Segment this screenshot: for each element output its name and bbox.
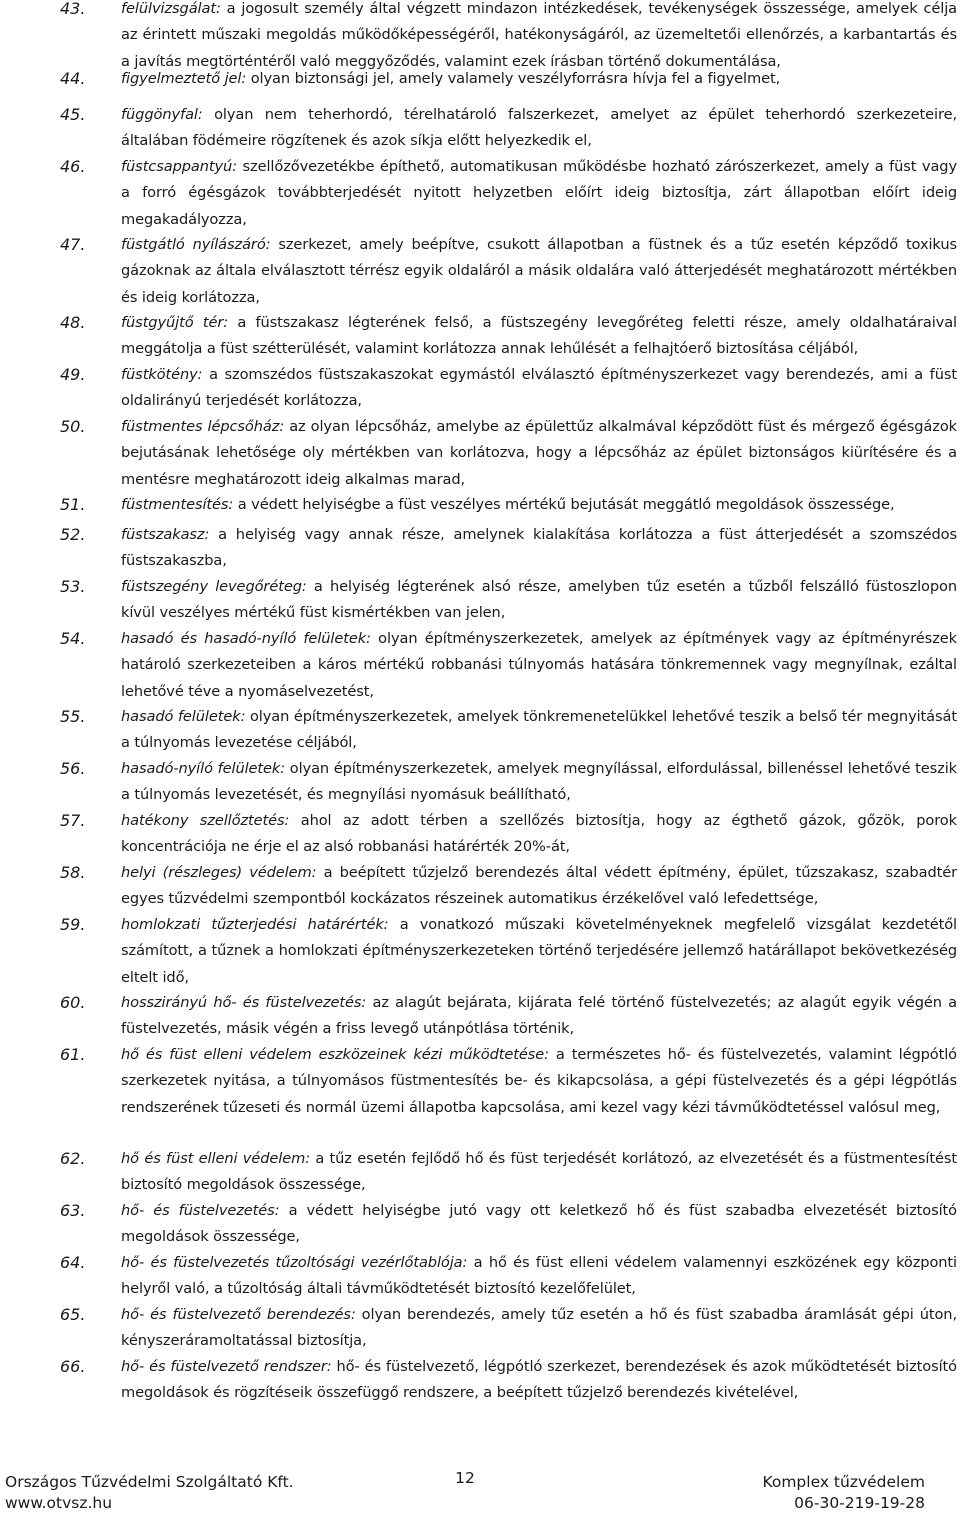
definition-body: a helyiség vagy annak része, amelynek kialakítása korlátozza a füst átterjedését a szomszédos füstszakaszba,	[121, 526, 957, 570]
definition-body: az olyan lépcsőház, amelybe az épülettűz alkalmával képződött füst és mérgező égésgázok bejutásának lehetősége oly mértékben van korlátozva, hogy a lépcsőház az épület biztonságos kiürítésére és a mentésre meghatározott ideig alkalmas marad,	[121, 418, 957, 488]
item-text	[121, 522, 957, 575]
defined-term: hő- és füstelvezetés:	[121, 1202, 280, 1219]
definition-body: szerkezet, amely beépítve, csukott állapotban a füstnek és a tűz esetén képződő toxikus gázoknak az általa elválasztott térrész egyik oldaláról a másik oldalára való átterjedését meghatározott mértékben és ideig korlátozza,	[121, 236, 957, 306]
defined-term: felülvizsgálat:	[121, 0, 221, 17]
item-number: 57.	[60, 811, 86, 830]
defined-term: füstszegény levegőréteg:	[121, 578, 307, 595]
item-number: 55.	[60, 707, 86, 726]
defined-term: hő és füst elleni védelem eszközeinek kézi működtetése:	[121, 1046, 549, 1063]
item-text	[121, 102, 957, 155]
item-text	[121, 414, 957, 493]
defined-term: hatékony szellőztetés:	[121, 812, 290, 829]
item-number: 61.	[60, 1045, 86, 1064]
item-number: 60.	[60, 993, 86, 1012]
item-text	[121, 66, 957, 92]
definition-body: olyan biztonsági jel, amely valamely veszélyforrásra hívja fel a figyelmet,	[246, 70, 781, 87]
defined-term: hő és füst elleni védelem:	[121, 1150, 311, 1167]
footer-phone: 06-30-219-19-28	[794, 1494, 925, 1512]
footer-organization	[5, 1472, 294, 1514]
item-number: 50.	[60, 417, 86, 436]
item-text	[121, 0, 957, 75]
item-text	[121, 1146, 957, 1199]
defined-term: hő- és füstelvezetés tűzoltósági vezérlőtablója:	[121, 1254, 468, 1271]
item-text	[121, 574, 957, 627]
defined-term: füstgyűjtő tér:	[121, 314, 229, 331]
item-number: 51.	[60, 495, 86, 514]
defined-term: hasadó-nyíló felületek:	[121, 760, 286, 777]
item-number: 43.	[60, 0, 86, 18]
item-text	[121, 808, 957, 861]
definition-body: az alagút bejárata, kijárata felé történő füstelvezetés; az alagút egyik végén a füstelvezetés, másik végén a friss levegő utánpótlása történik,	[121, 994, 958, 1038]
defined-term: helyi (részleges) védelem:	[121, 864, 317, 881]
footer-website: www.otvsz.hu	[5, 1494, 113, 1512]
item-text	[121, 1198, 957, 1251]
item-text	[121, 1302, 957, 1355]
definition-body: a beépített tűzjelző berendezés által védett építmény, épület, tűzszakasz, szabadtér egyes tűzvédelmi szempontból kockázatos részeinek automatikus érzékelővel való lefedettsége,	[121, 864, 958, 908]
defined-term: füstgátló nyílászáró:	[121, 236, 271, 253]
item-number: 56.	[60, 759, 86, 778]
defined-term: füstszakasz:	[121, 526, 210, 543]
item-text	[121, 990, 957, 1043]
definition-body: a védett helyiségbe jutó vagy ott keletkező hő és füst szabadba elvezetését biztosító megoldások összessége,	[121, 1202, 957, 1246]
definition-body: olyan nem teherhordó, térelhatároló falszerkezet, amelyet az épület teherhordó szerkezeteire, általában födémeire rögzítenek és azok síkja előtt helyezkedik el,	[121, 106, 957, 150]
definition-body: a szomszédos füstszakaszokat egymástól elválasztó építményszerkezet vagy berendezés, ami a füst oldalirányú terjedését korlátozza,	[121, 366, 957, 410]
definition-body: olyan építményszerkezetek, amelyek megnyílással, elfordulással, billenéssel lehetővé teszik a túlnyomás levezetését, és megnyílási nyomásuk beállítható,	[121, 760, 957, 804]
definition-body: a helyiség légterének alsó része, amelyben tűz esetén a tűzből felszálló füstoszlopon kívül veszélyes mértékű füst kismértékben van jelen,	[121, 578, 957, 622]
item-text	[121, 626, 957, 705]
defined-term: hosszirányú hő- és füstelvezetés:	[121, 994, 367, 1011]
item-text	[121, 860, 957, 913]
footer-org-name: Országos Tűzvédelmi Szolgáltató Kft.	[5, 1473, 294, 1491]
definition-body: a füstszakasz légterének felső, a füstszegény levegőréteg feletti része, amely oldalhatáraival meggátolja a füst szétterülését, valamint korlátozza annak lehűlését a felhajtóerő biztosítása céljából,	[121, 314, 957, 358]
definition-body: a védett helyiségbe a füst veszélyes mértékű bejutását meggátló megoldások összessége,	[233, 496, 895, 513]
item-number: 46.	[60, 157, 86, 176]
item-number: 49.	[60, 365, 86, 384]
item-text	[121, 1042, 957, 1121]
definition-body: olyan építményszerkezetek, amelyek tönkremenetelükkel lehetővé teszik a belső tér megnyitását a túlnyomás levezetése céljából,	[121, 708, 957, 752]
defined-term: figyelmeztető jel:	[121, 70, 247, 87]
item-text	[121, 1354, 957, 1407]
item-number: 64.	[60, 1253, 86, 1272]
item-number: 44.	[60, 69, 86, 88]
defined-term: hő- és füstelvezető rendszer:	[121, 1358, 332, 1375]
item-number: 47.	[60, 235, 86, 254]
definition-body: a jogosult személy által végzett mindazon intézkedések, tevékenységek összessége, amelyek célja az érintett műszaki megoldás működőképességéről, hatékonyságáról, az üzemeltetői ellenőrzés, a karbantartás és a javítás megtörténtéről való meggyőződés, valamint ezek írásban történő dokumentálása,	[121, 0, 957, 70]
item-number: 63.	[60, 1201, 86, 1220]
defined-term: homlokzati tűzterjedési határérték:	[121, 916, 389, 933]
item-number: 45.	[60, 105, 86, 124]
item-number: 66.	[60, 1357, 86, 1376]
item-number: 48.	[60, 313, 86, 332]
definition-body: szellőzővezetékbe építhető, automatikusan működésbe hozható zárószerkezet, amely a füst vagy a forró égésgázok továbbterjedését nyitott helyzetben előírt ideig biztosítja, zárt állapotban előírt ideig megakadályozza,	[121, 158, 957, 228]
definition-body: a hő és füst elleni védelem valamennyi eszközének egy központi helyről való, a tűzoltóság általi távműködtetését biztosító kezelőfelület,	[121, 1254, 958, 1298]
item-text	[121, 310, 957, 363]
item-number: 59.	[60, 915, 86, 934]
defined-term: füstmentesítés:	[121, 496, 234, 513]
item-text	[121, 704, 957, 757]
item-number: 58.	[60, 863, 86, 882]
defined-term: füstcsappantyú:	[121, 158, 238, 175]
defined-term: hasadó és hasadó-nyíló felületek:	[121, 630, 371, 647]
item-number: 54.	[60, 629, 86, 648]
item-number: 52.	[60, 525, 86, 544]
defined-term: függönyfal:	[121, 106, 203, 123]
item-text	[121, 232, 957, 311]
defined-term: hő- és füstelvezető berendezés:	[121, 1306, 356, 1323]
definition-body: a tűz esetén fejlődő hő és füst terjedését korlátozó, az elvezetését és a füstmentesítést biztosító megoldások összessége,	[121, 1150, 957, 1194]
footer-topic: Komplex tűzvédelem	[762, 1473, 925, 1491]
footer-contact	[762, 1472, 925, 1514]
item-text	[121, 912, 957, 991]
defined-term: füstkötény:	[121, 366, 203, 383]
page-footer	[0, 1468, 960, 1512]
item-number: 53.	[60, 577, 86, 596]
item-text	[121, 1250, 957, 1303]
item-text	[121, 756, 957, 809]
definition-body: hő- és füstelvezető, légpótló szerkezet, berendezések és azok működtetését biztosító megoldások és rögzítéseik összefüggő rendszere, a beépített tűzjelző berendezés kivételével,	[121, 1358, 957, 1402]
defined-term: hasadó felületek:	[121, 708, 246, 725]
page-number: 12	[455, 1469, 475, 1487]
definition-body: olyan berendezés, amely tűz esetén a hő és füst szabadba áramlását gépi úton, kényszeráramoltatással biztosítja,	[121, 1306, 957, 1350]
item-text	[121, 492, 957, 518]
item-text	[121, 154, 957, 233]
definition-body: olyan építményszerkezetek, amelyek az építmények vagy az építményrészek határoló szerkezeteiben a káros mértékű robbanási túlnyomás hatására tönkremennek vagy megnyílnak, ezáltal lehetővé téve a nyomáselvezetést,	[121, 630, 957, 700]
definition-body: a természetes hő- és füstelvezetés, valamint légpótló szerkezetek nyitása, a túlnyomásos füstmentesítés be- és kikapcsolása, a gépi füstelvezetés és a gépi légpótlás rendszerének tűzeseti és normál üzemi állapotba kapcsolása, ami kezel vagy kézi távműködtetéssel valósul meg,	[121, 1046, 958, 1116]
definition-body: a vonatkozó műszaki követelményeknek megfelelő vizsgálat kezdetétől számított, a tűznek a homlokzati építményszerkezeteken történő terjedésére jellemző határállapot bekövetkezéség eltelt idő,	[121, 916, 957, 986]
item-number: 62.	[60, 1149, 86, 1168]
definition-body: ahol az adott térben a szellőzés biztosítja, hogy az égthető gázok, gőzök, porok koncentrációja ne érje el az alsó robbanási határérték 20%-át,	[121, 812, 957, 856]
item-number: 65.	[60, 1305, 86, 1324]
defined-term: füstmentes lépcsőház:	[121, 418, 285, 435]
item-text	[121, 362, 957, 415]
